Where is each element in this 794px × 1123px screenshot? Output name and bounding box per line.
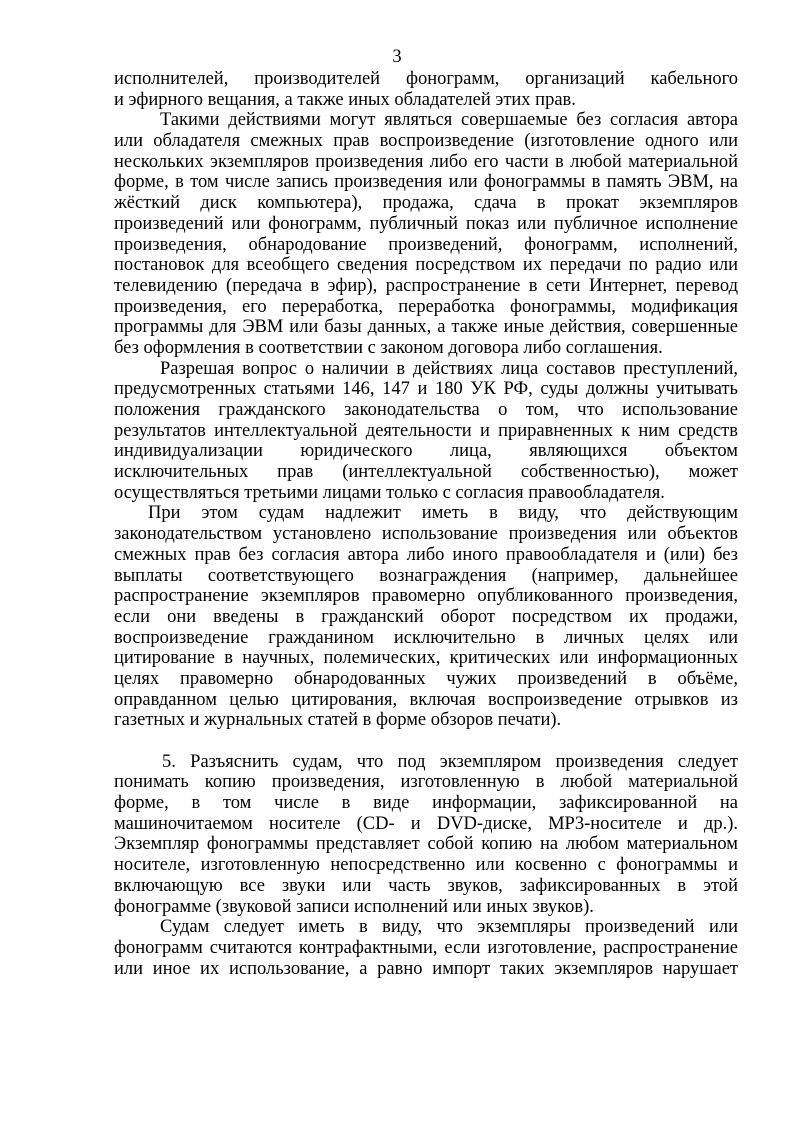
text-line: Разрешая вопрос о наличии в действиях лица составов преступлений, bbox=[160, 358, 738, 379]
text-line: осуществляться третьими лицами только с согласия правообладателя. bbox=[114, 482, 665, 503]
text-line: фонограмм считаются контрафактными, если изготовление, распространение bbox=[114, 937, 738, 958]
text-line: выплаты соответствующего вознаграждения (например, дальнейшее bbox=[114, 565, 738, 586]
text-line: целях правомерно обнародованных чужих произведений в объёме, bbox=[114, 668, 738, 689]
page-number: 3 bbox=[392, 47, 402, 67]
text-line: Такими действиями могут являться совершаемые без согласия автора bbox=[160, 110, 738, 131]
text-line: включающую все звуки или часть звуков, зафиксированных в этой bbox=[114, 875, 738, 896]
text-line: нескольких экземпляров произведения либо его части в любой материальной bbox=[114, 151, 738, 172]
text-line: жёсткий диск компьютера), продажа, сдача в прокат экземпляров bbox=[114, 193, 738, 214]
text-line: произведений или фонограмм, публичный показ или публичное исполнение bbox=[114, 213, 738, 234]
text-line: и эфирного вещания, а также иных обладателей этих прав. bbox=[114, 89, 576, 110]
text-line: или иное их использование, а равно импорт таких экземпляров нарушает bbox=[114, 958, 738, 979]
text-line: оправданном целью цитирования, включая воспроизведение отрывков из bbox=[114, 689, 738, 710]
text-line: исполнителей, производителей фонограмм, организаций кабельного bbox=[114, 69, 738, 89]
paragraph bbox=[114, 917, 738, 979]
text-line: произведения, его переработка, переработка фонограммы, модификация bbox=[114, 296, 738, 317]
text-line: форме, в том числе в виде информации, зафиксированной на bbox=[114, 793, 738, 814]
text-line: результатов интеллектуальной деятельности и приравненных к ним средств bbox=[114, 420, 738, 441]
paragraph-gap bbox=[114, 731, 738, 752]
text-line: индивидуализации юридического лица, являющихся объектом bbox=[114, 441, 738, 462]
paragraph bbox=[114, 752, 738, 918]
paragraph bbox=[114, 359, 738, 504]
text-line: законодательством установлено использование произведения или объектов bbox=[114, 524, 738, 545]
text-line: машиночитаемом носителе (CD- и DVD-диске, MP3-носителе и др.). bbox=[114, 813, 738, 834]
paragraph bbox=[114, 110, 738, 358]
text-line: телевидению (передача в эфир), распространение в сети Интернет, перевод bbox=[114, 275, 738, 296]
text-line: носителе, изготовленную непосредственно или косвенно с фонограммы и bbox=[114, 855, 738, 876]
text-line: Судам следует иметь в виду, что экземпляры произведений или bbox=[160, 917, 738, 938]
text-line: программы для ЭВМ или базы данных, а также иные действия, совершенные bbox=[114, 317, 738, 338]
text-line: если они введены в гражданский оборот посредством их продажи, bbox=[114, 606, 738, 627]
text-line: Экземпляр фонограммы представляет собой копию на любом материальном bbox=[114, 834, 738, 855]
paragraph bbox=[114, 503, 738, 731]
text-line: При этом судам надлежит иметь в виду, что действующим bbox=[148, 503, 738, 524]
text-line: газетных и журнальных статей в форме обзоров печати). bbox=[114, 710, 562, 731]
text-line: положения гражданского законодательства о том, что использование bbox=[114, 400, 738, 420]
text-line: смежных прав без согласия автора либо иного правообладателя и (или) без bbox=[114, 544, 738, 565]
text-line: цитирование в научных, полемических, критических или информационных bbox=[114, 648, 738, 669]
text-line: постановок для всеобщего сведения посредством их передачи по радио или bbox=[114, 255, 738, 276]
text-line: без оформления в соответствии с законом договора либо соглашения. bbox=[114, 337, 663, 358]
document-body bbox=[114, 69, 738, 979]
text-line: понимать копию произведения, изготовленную в любой материальной bbox=[114, 772, 738, 793]
text-line: или обладателя смежных прав воспроизведение (изготовление одного или bbox=[114, 131, 738, 152]
text-line: произведения, обнародование произведений, фонограмм, исполнений, bbox=[114, 234, 738, 255]
text-line: фонограмме (звуковой записи исполнений или иных звуков). bbox=[114, 896, 594, 917]
text-line: 5. Разъяснить судам, что под экземпляром произведения следует bbox=[162, 751, 738, 772]
paragraph bbox=[114, 69, 738, 110]
text-line: форме, в том числе запись произведения или фонограммы в память ЭВМ, на bbox=[114, 172, 738, 193]
text-line: распространение экземпляров правомерно опубликованного произведения, bbox=[114, 586, 738, 607]
text-line: исключительных прав (интеллектуальной собственностью), может bbox=[114, 462, 738, 483]
text-line: предусмотренных статьями 146, 147 и 180 УК РФ, суды должны учитывать bbox=[114, 379, 738, 400]
text-line: воспроизведение гражданином исключительно в личных целях или bbox=[114, 627, 738, 648]
